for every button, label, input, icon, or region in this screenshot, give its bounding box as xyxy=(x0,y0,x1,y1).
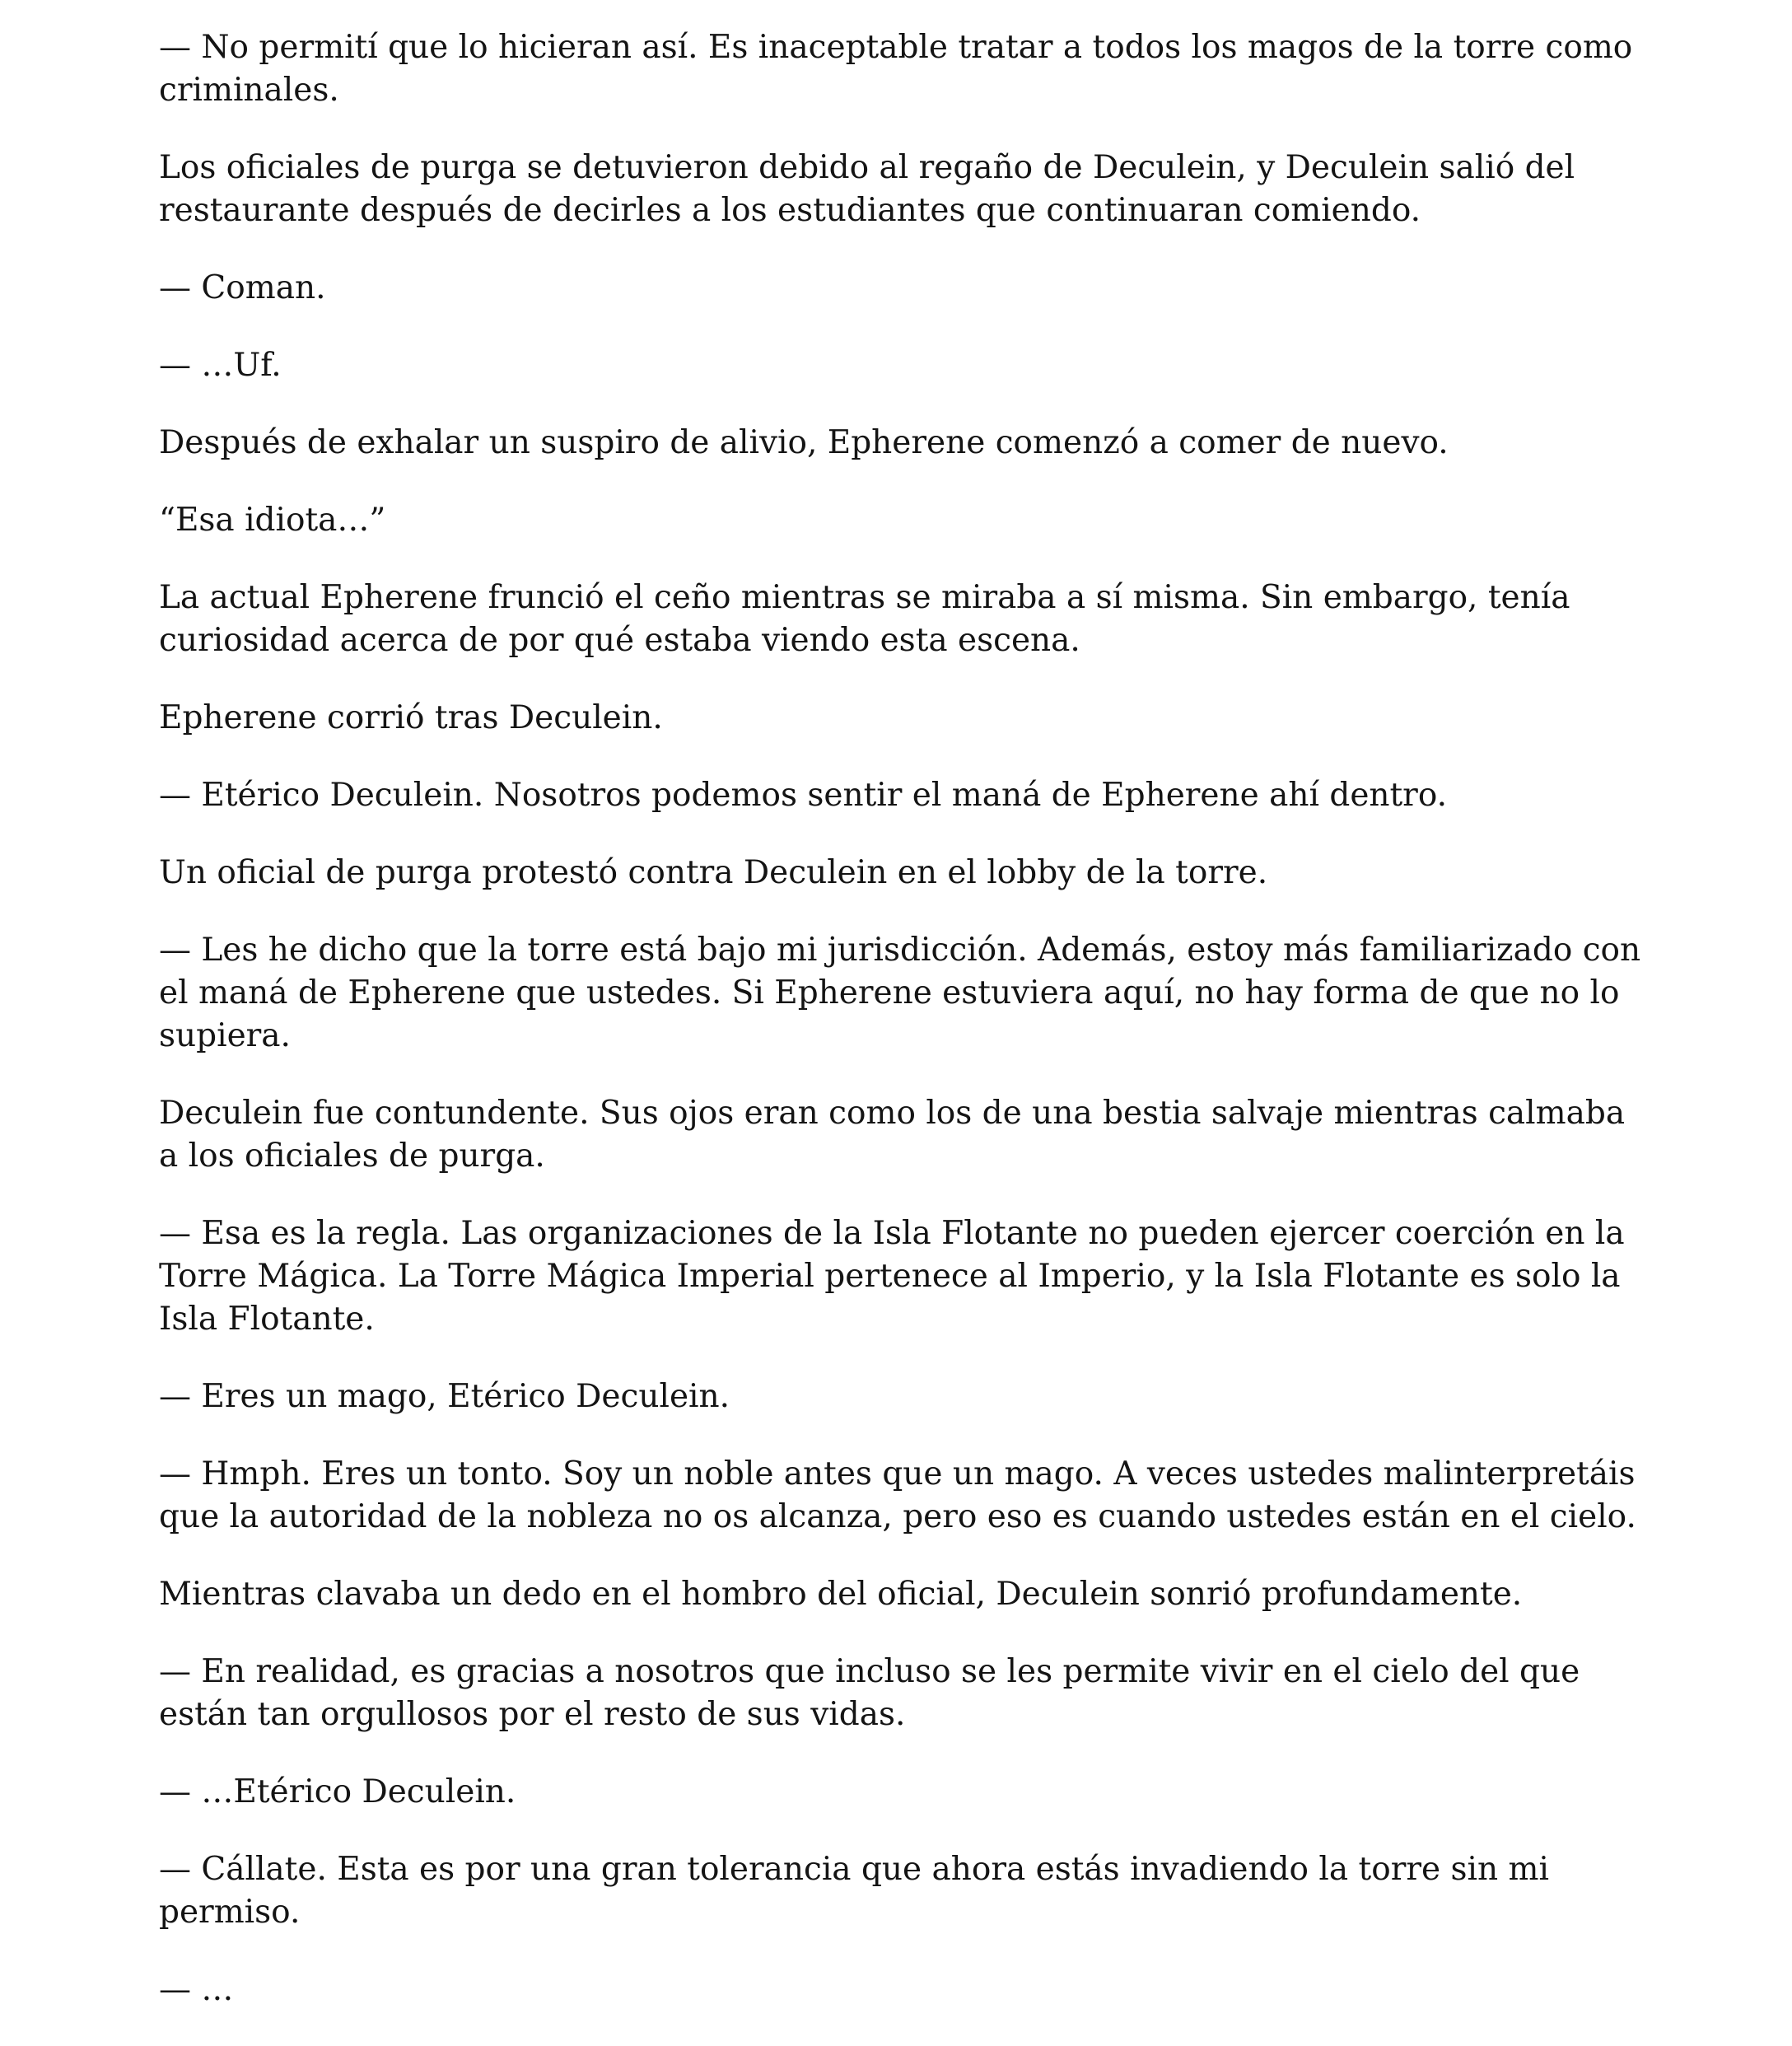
paragraph-6: “Esa idiota…” xyxy=(159,502,386,539)
paragraph-11: — Les he dicho que la torre está bajo mi jurisdicción. Además, estoy más familiarizado con el maná de Epherene que ustedes. Si Epherene estuviera aquí, no hay forma de que no lo supiera. xyxy=(159,932,1641,1054)
paragraph-1: — No permití que lo hicieran así. Es inaceptable tratar a todos los magos de la torre como criminales. xyxy=(159,29,1633,109)
paragraph-10: Un oficial de purga protestó contra Deculein en el lobby de la torre. xyxy=(159,854,1268,891)
paragraph-5: Después de exhalar un suspiro de alivio, Epherene comenzó a comer de nuevo. xyxy=(159,424,1449,461)
paragraph-8: Epherene corrió tras Deculein. xyxy=(159,699,663,736)
paragraph-20: — … xyxy=(159,1971,234,2008)
paragraph-7: La actual Epherene frunció el ceño mientras se miraba a sí misma. Sin embargo, tenía curiosidad acerca de por qué estaba viendo esta escena. xyxy=(159,579,1570,659)
paragraph-13: — Esa es la regla. Las organizaciones de la Isla Flotante no pueden ejercer coerción en la Torre Mágica. La Torre Mágica Imperial pertenece al Imperio, y la Isla Flotante es solo la Isla Flotante. xyxy=(159,1215,1625,1338)
paragraph-2: Los oficiales de purga se detuvieron debido al regaño de Deculein, y Deculein salió del restaurante después de decirles a los estudiantes que continuaran comiendo. xyxy=(159,149,1575,229)
paragraph-9: — Etérico Deculein. Nosotros podemos sentir el maná de Epherene ahí dentro. xyxy=(159,777,1448,814)
paragraph-16: Mientras clavaba un dedo en el hombro del oficial, Deculein sonrió profundamente. xyxy=(159,1576,1523,1613)
paragraph-4: — …Uf. xyxy=(159,347,282,384)
paragraph-12: Deculein fue contundente. Sus ojos eran como los de una bestia salvaje mientras calmaba a los oficiales de purga. xyxy=(159,1095,1626,1175)
paragraph-17: — En realidad, es gracias a nosotros que incluso se les permite vivir en el cielo del que están tan orgullosos por el resto de sus vidas. xyxy=(159,1653,1580,1733)
paragraph-19: — Cállate. Esta es por una gran tolerancia que ahora estás invadiendo la torre sin mi permiso. xyxy=(159,1851,1549,1931)
paragraph-18: — …Etérico Deculein. xyxy=(159,1773,516,1810)
paragraph-15: — Hmph. Eres un tonto. Soy un noble antes que un mago. A veces ustedes malinterpretáis que la autoridad de la nobleza no os alcanza, pero eso es cuando ustedes están en el cielo. xyxy=(159,1455,1636,1535)
paragraph-3: — Coman. xyxy=(159,269,326,306)
document-body xyxy=(159,26,1641,2046)
paragraph-14: — Eres un mago, Etérico Deculein. xyxy=(159,1378,730,1415)
